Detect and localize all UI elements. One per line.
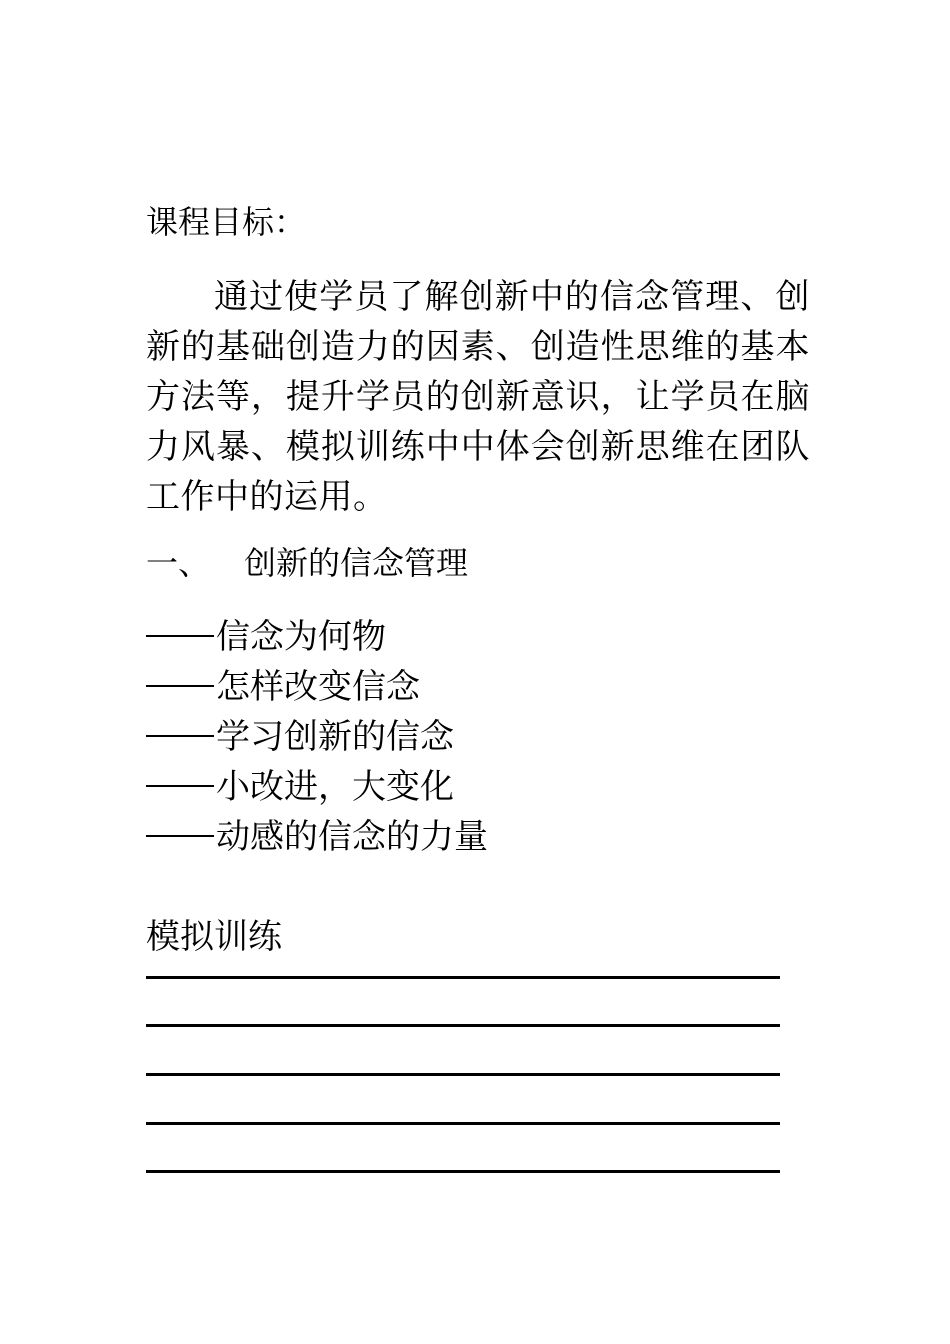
em-dash-icon bbox=[146, 785, 214, 787]
em-dash-icon bbox=[146, 685, 214, 687]
section-number: 一、 bbox=[146, 544, 211, 582]
section-heading bbox=[146, 543, 468, 583]
list-item-text: 怎样改变信念 bbox=[216, 667, 420, 707]
answer-blank-line bbox=[146, 1073, 780, 1076]
answer-blank-line bbox=[146, 976, 780, 979]
training-title: 模拟训练 bbox=[146, 917, 282, 957]
em-dash-icon bbox=[146, 835, 214, 837]
list-item bbox=[146, 712, 488, 762]
list-item-text: 信念为何物 bbox=[216, 617, 386, 657]
list-item bbox=[146, 812, 488, 862]
answer-blank-line bbox=[146, 1170, 780, 1173]
list-item-text: 学习创新的信念 bbox=[216, 717, 454, 757]
answer-blank-line bbox=[146, 1024, 780, 1027]
list-item-text: 小改进，大变化 bbox=[216, 767, 454, 807]
belief-topic-list bbox=[146, 612, 488, 862]
list-item bbox=[146, 762, 488, 812]
list-item bbox=[146, 612, 488, 662]
course-goal-title: 课程目标： bbox=[146, 203, 307, 241]
answer-blank-line bbox=[146, 1122, 780, 1125]
section-title: 创新的信念管理 bbox=[244, 544, 469, 582]
course-goal-text: 通过使学员了解创新中的信念管理、创新的基础创造力的因素、创造性思维的基本方法等，提升学员的创新意识，让学员在脑力风暴、模拟训练中中体会创新思维在团队工作中的运用。 bbox=[146, 277, 810, 517]
list-item-text: 动感的信念的力量 bbox=[216, 817, 488, 857]
em-dash-icon bbox=[146, 735, 214, 737]
list-item bbox=[146, 662, 488, 712]
em-dash-icon bbox=[146, 635, 214, 637]
